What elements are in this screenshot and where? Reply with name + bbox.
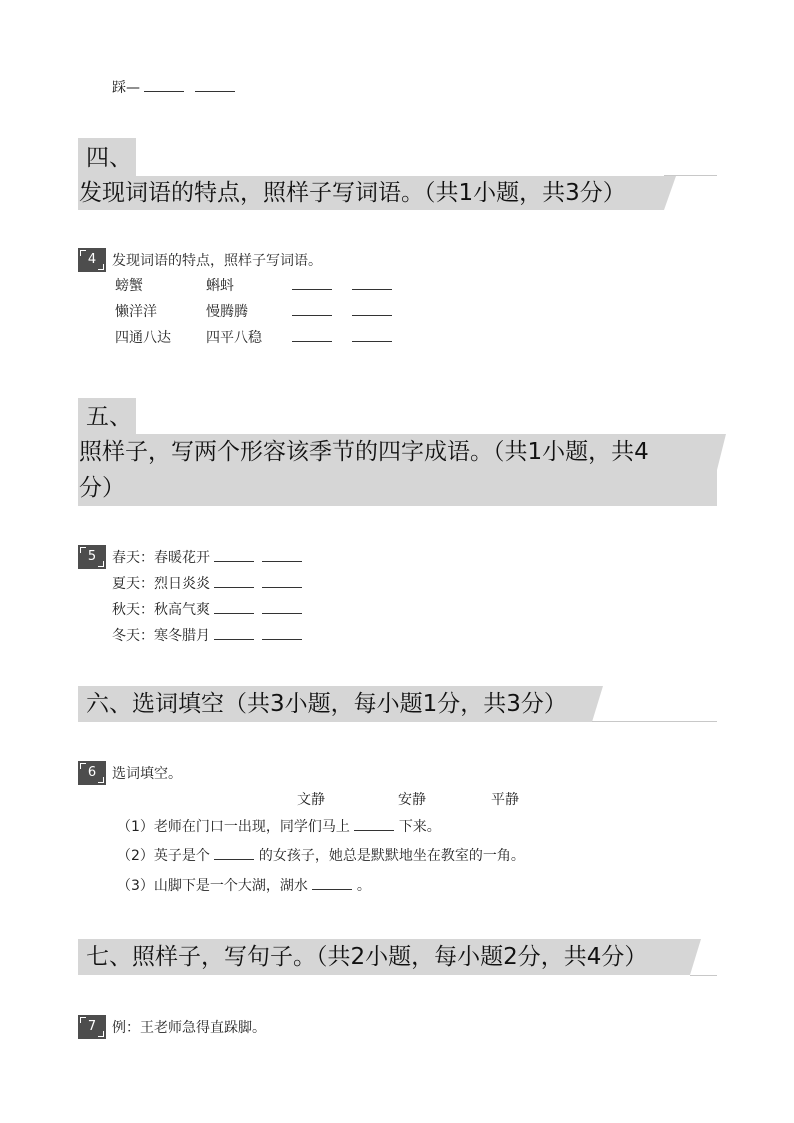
fill-item: （1）老师在门口一出现，同学们马上 下来。 xyxy=(117,819,441,835)
section-title: 发现词语的特点，照样子写词语。（共1小题，共3分） xyxy=(79,180,626,206)
blank[interactable] xyxy=(352,277,392,290)
blank[interactable] xyxy=(262,627,302,640)
season-row: 秋天：秋高气爽 xyxy=(112,601,302,619)
fill-item: （3）山脚下是一个大湖，湖水 。 xyxy=(117,878,371,894)
section-title: 七、照样子，写句子。（共2小题，每小题2分，共4分） xyxy=(86,944,648,970)
blank[interactable] xyxy=(292,303,332,316)
blank[interactable] xyxy=(352,329,392,342)
blank[interactable] xyxy=(292,277,332,290)
section-title: 照样子，写两个形容该季节的四字成语。（共1小题，共4 xyxy=(79,439,649,465)
question-text: 选词填空。 xyxy=(112,766,182,782)
blank[interactable] xyxy=(262,575,302,588)
blank[interactable] xyxy=(262,601,302,614)
blank[interactable] xyxy=(352,303,392,316)
season-row: 冬天：寒冬腊月 xyxy=(112,627,302,645)
question-text: 例：王老师急得直跺脚。 xyxy=(112,1020,266,1036)
word-option: 文静 xyxy=(297,792,325,808)
question-text: 发现词语的特点，照样子写词语。 xyxy=(112,253,322,269)
blank[interactable] xyxy=(214,549,254,562)
word-option: 安静 xyxy=(398,792,426,808)
section-number: 五、 xyxy=(86,404,132,430)
word-option: 平静 xyxy=(491,792,519,808)
blank[interactable] xyxy=(354,818,394,831)
blank[interactable] xyxy=(262,549,302,562)
blank[interactable] xyxy=(312,877,352,890)
blank[interactable] xyxy=(292,329,332,342)
fill-item: （2）英子是个 的女孩子，她总是默默地坐在教室的一角。 xyxy=(117,848,525,864)
section-title: 六、选词填空（共3小题，每小题1分，共3分） xyxy=(86,691,567,717)
season-row: 夏天：烈日炎炎 xyxy=(112,575,302,593)
question-number-badge: 5 xyxy=(78,545,106,569)
top-fragment: 踩— xyxy=(112,79,235,97)
section-title-continued: 分） xyxy=(79,475,125,501)
blank[interactable] xyxy=(144,79,184,92)
question-number-badge: 7 xyxy=(78,1015,106,1039)
blank[interactable] xyxy=(214,601,254,614)
section-number: 四、 xyxy=(86,145,132,171)
season-row: 春天：春暖花开 xyxy=(112,549,302,567)
question-number-badge: 4 xyxy=(78,248,106,272)
blank[interactable] xyxy=(195,79,235,92)
blank[interactable] xyxy=(214,627,254,640)
blank[interactable] xyxy=(214,847,254,860)
blank[interactable] xyxy=(214,575,254,588)
question-number-badge: 6 xyxy=(78,761,106,785)
